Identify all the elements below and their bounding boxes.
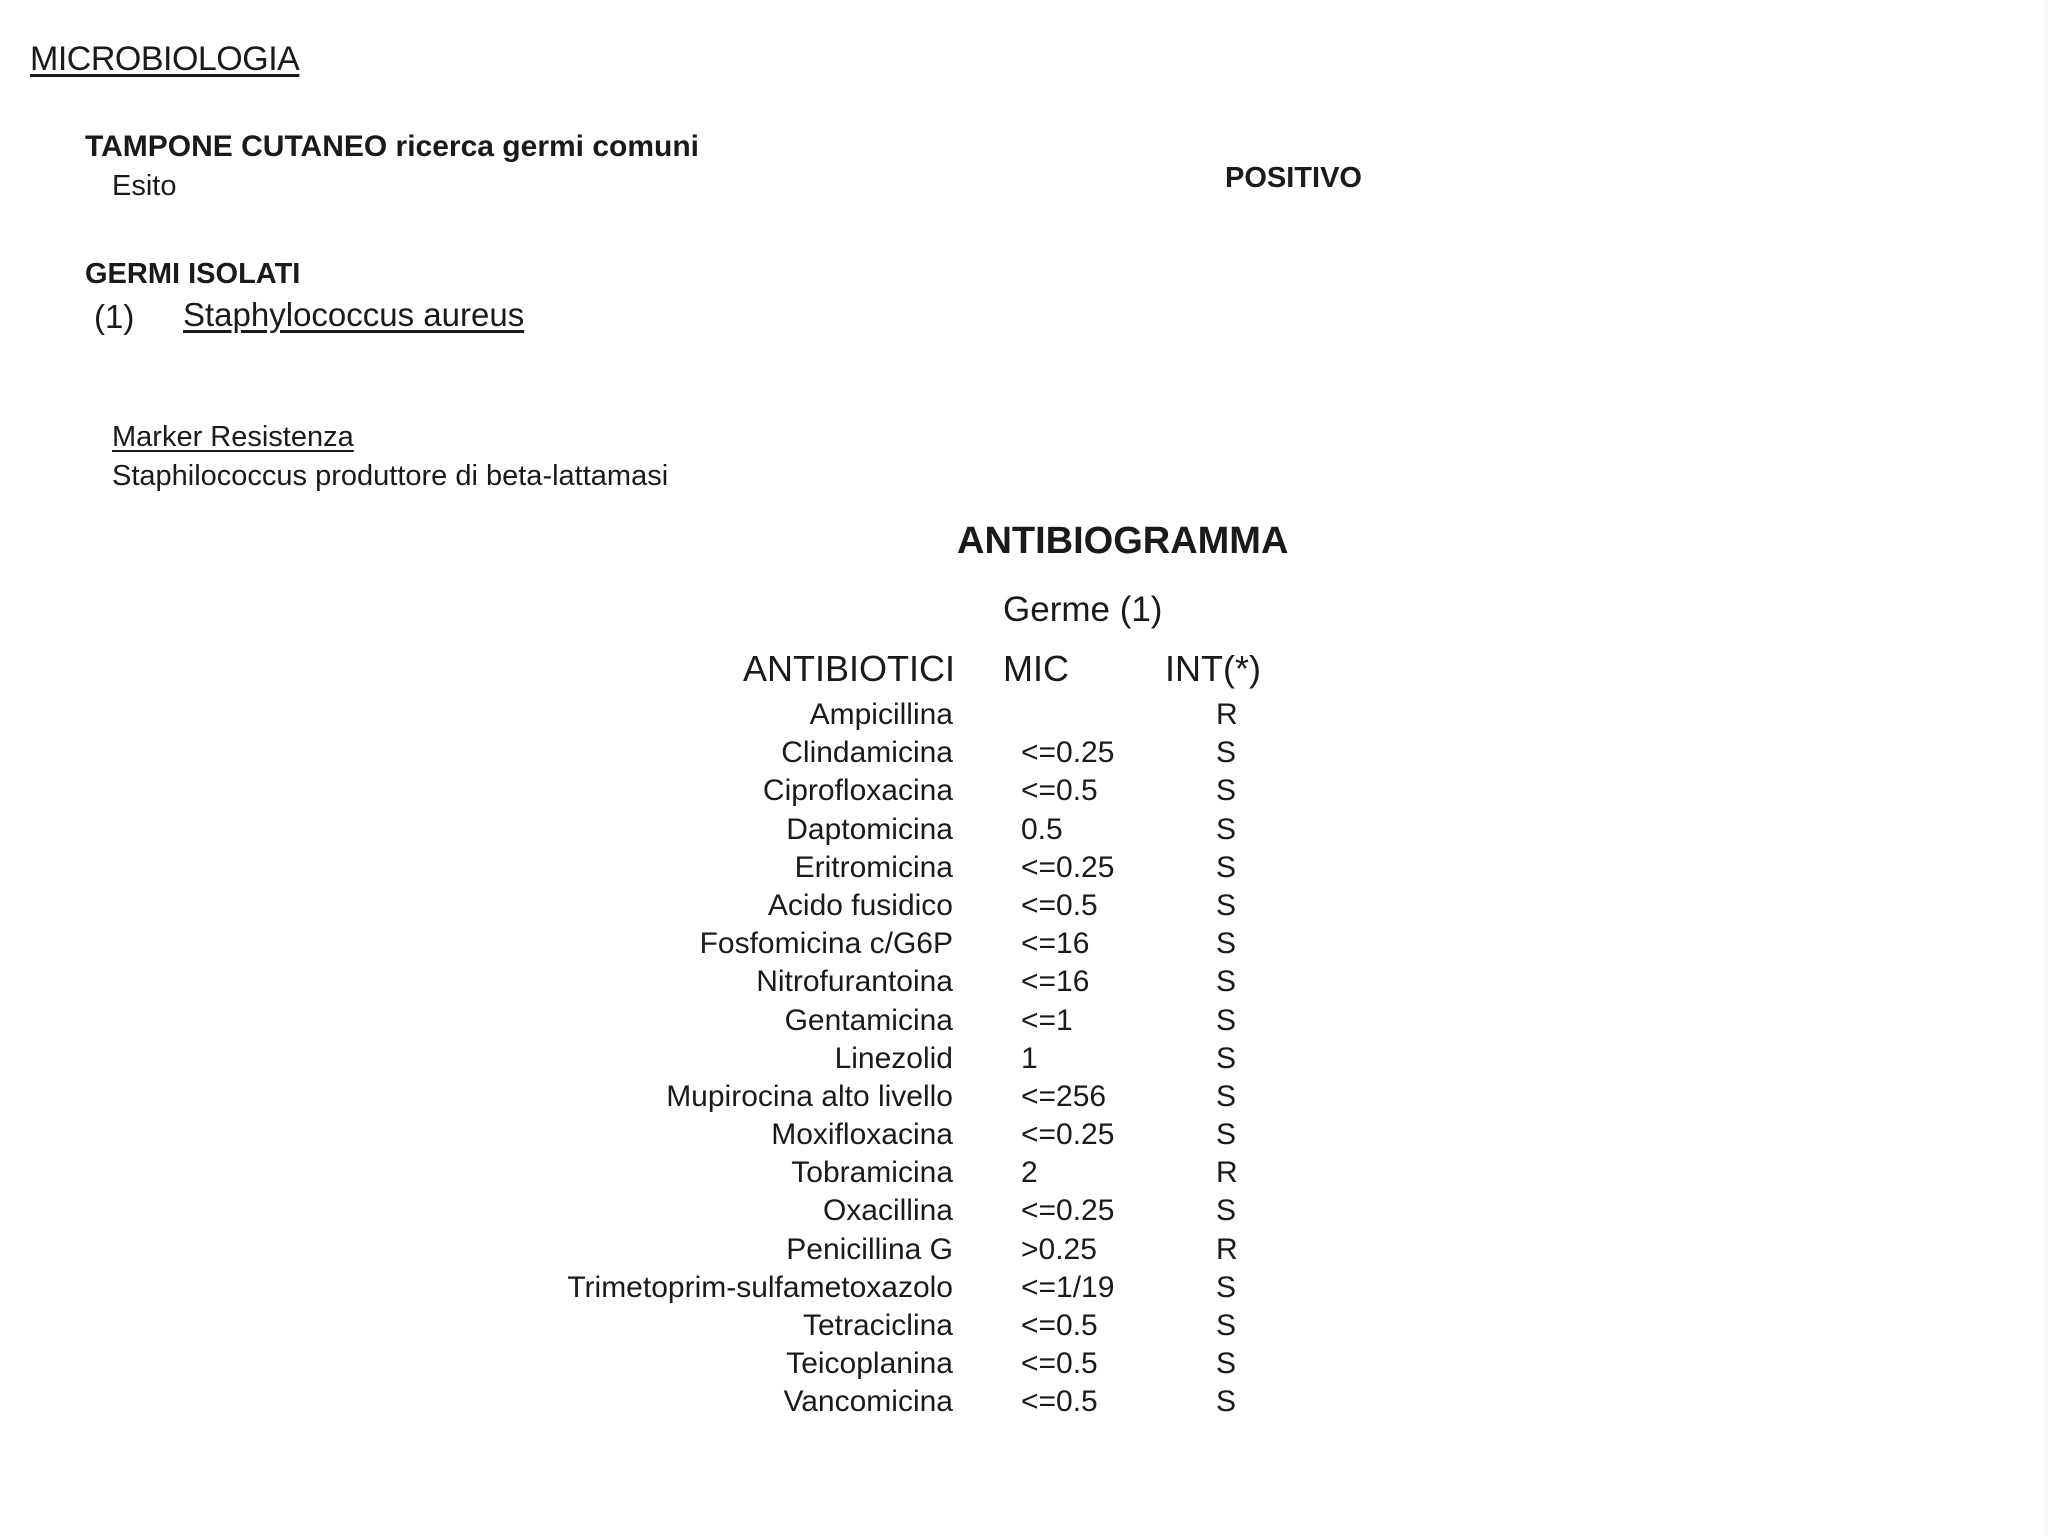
table-row (0, 1080, 2048, 1118)
int-cell: S (1216, 1309, 1237, 1342)
table-row (0, 1347, 2048, 1385)
antibiotic-cell: Nitrofurantoina (756, 965, 953, 999)
mic-cell: >0.25 (1021, 1232, 1097, 1266)
antibiotic-cell: Gentamicina (784, 1003, 953, 1037)
mic-cell: <=16 (1021, 927, 1090, 961)
table-row (0, 1233, 2048, 1271)
mic-cell: <=0.5 (1021, 888, 1098, 922)
antibiogram-table (0, 698, 2048, 1424)
int-cell: S (1216, 1385, 1237, 1419)
mic-cell: 2 (1021, 1156, 1038, 1190)
exam-title: TAMPONE CUTANEO ricerca germi comuni (85, 130, 700, 163)
antibiotic-cell: Penicillina G (786, 1232, 953, 1266)
int-cell: S (1216, 1270, 1237, 1304)
mic-cell: <=0.25 (1021, 850, 1115, 884)
mic-cell: <=0.25 (1021, 1194, 1115, 1228)
antibiotic-cell: Clindamicina (781, 736, 953, 770)
mic-column-header: MIC (1003, 648, 1069, 689)
mic-cell: <=0.5 (1021, 1347, 1098, 1381)
int-cell: S (1216, 1194, 1237, 1228)
table-row (0, 927, 2048, 965)
antibiotic-cell: Tobramicina (791, 1156, 953, 1190)
int-cell: R (1216, 1156, 1238, 1190)
int-cell: S (1216, 774, 1237, 808)
int-column-header: INT(*) (1165, 648, 1261, 689)
germs-title: GERMI ISOLATI (85, 258, 301, 290)
antibiotic-cell: Trimetoprim-sulfametoxazolo (567, 1270, 953, 1304)
mic-cell: 0.5 (1021, 812, 1063, 846)
table-row (0, 1194, 2048, 1232)
table-row (0, 1042, 2048, 1080)
resistance-marker-text: Staphilococcus produttore di beta-lattamasi (112, 460, 669, 492)
antibiotic-cell: Daptomicina (786, 812, 953, 846)
antibiotic-cell: Oxacillina (822, 1194, 953, 1228)
table-row (0, 1004, 2048, 1042)
table-row (0, 1385, 2048, 1423)
antibiotic-cell: Fosfomicina c/G6P (699, 927, 953, 961)
table-row (0, 1118, 2048, 1156)
int-cell: R (1216, 698, 1238, 731)
int-cell: S (1216, 1041, 1237, 1075)
exam-result: POSITIVO (1225, 162, 1362, 194)
resistance-marker-title: Marker Resistenza (112, 421, 354, 453)
int-cell: R (1216, 1232, 1238, 1266)
int-cell: S (1216, 1079, 1237, 1113)
table-row (0, 736, 2048, 774)
antibiogram-germ-column: Germe (1) (1003, 590, 1163, 629)
int-cell: S (1216, 888, 1237, 922)
mic-cell: <=1 (1021, 1003, 1073, 1037)
mic-cell: <=256 (1021, 1079, 1107, 1113)
section-title: MICROBIOLOGIA (30, 40, 300, 78)
mic-cell: <=0.25 (1021, 736, 1115, 770)
mic-cell: <=0.5 (1021, 774, 1098, 808)
int-cell: S (1216, 1347, 1237, 1381)
antibiotic-cell: Linezolid (834, 1041, 953, 1075)
mic-cell: 1 (1021, 1041, 1038, 1075)
table-row (0, 698, 2048, 736)
antibiotic-cell: Tetraciclina (802, 1309, 953, 1342)
table-row (0, 1156, 2048, 1194)
int-cell: S (1216, 1003, 1237, 1037)
mic-cell: <=16 (1021, 965, 1090, 999)
table-row (0, 851, 2048, 889)
int-cell: S (1216, 965, 1237, 999)
antibiotic-cell: Teicoplanina (786, 1347, 953, 1381)
table-row (0, 965, 2048, 1003)
int-cell: S (1216, 927, 1237, 961)
mic-cell: <=0.5 (1021, 1385, 1098, 1419)
antibiotic-cell: Ampicillina (809, 698, 953, 731)
int-cell: S (1216, 812, 1237, 846)
mic-cell: <=0.5 (1021, 1309, 1098, 1342)
table-row (0, 774, 2048, 812)
mic-cell: <=0.25 (1021, 1118, 1115, 1152)
antibiotic-cell: Mupirocina alto livello (666, 1079, 953, 1113)
antibiotic-column-header: ANTIBIOTICI (742, 648, 955, 689)
table-row (0, 1309, 2048, 1347)
antibiotic-cell: Moxifloxacina (771, 1118, 953, 1152)
exam-label: Esito (112, 170, 177, 202)
antibiotic-cell: Vancomicina (783, 1385, 953, 1419)
int-cell: S (1216, 850, 1237, 884)
antibiotic-cell: Ciprofloxacina (762, 774, 953, 808)
antibiotic-cell: Acido fusidico (767, 888, 953, 922)
germ-name: Staphylococcus aureus (183, 296, 525, 333)
antibiotic-cell: Eritromicina (794, 850, 953, 884)
germ-number: (1) (94, 298, 135, 335)
table-row (0, 889, 2048, 927)
int-cell: S (1216, 736, 1237, 770)
table-row (0, 813, 2048, 851)
antibiogram-title: ANTIBIOGRAMMA (957, 520, 1289, 562)
int-cell: S (1216, 1118, 1237, 1152)
mic-cell: <=1/19 (1021, 1270, 1115, 1304)
table-row (0, 1271, 2048, 1309)
